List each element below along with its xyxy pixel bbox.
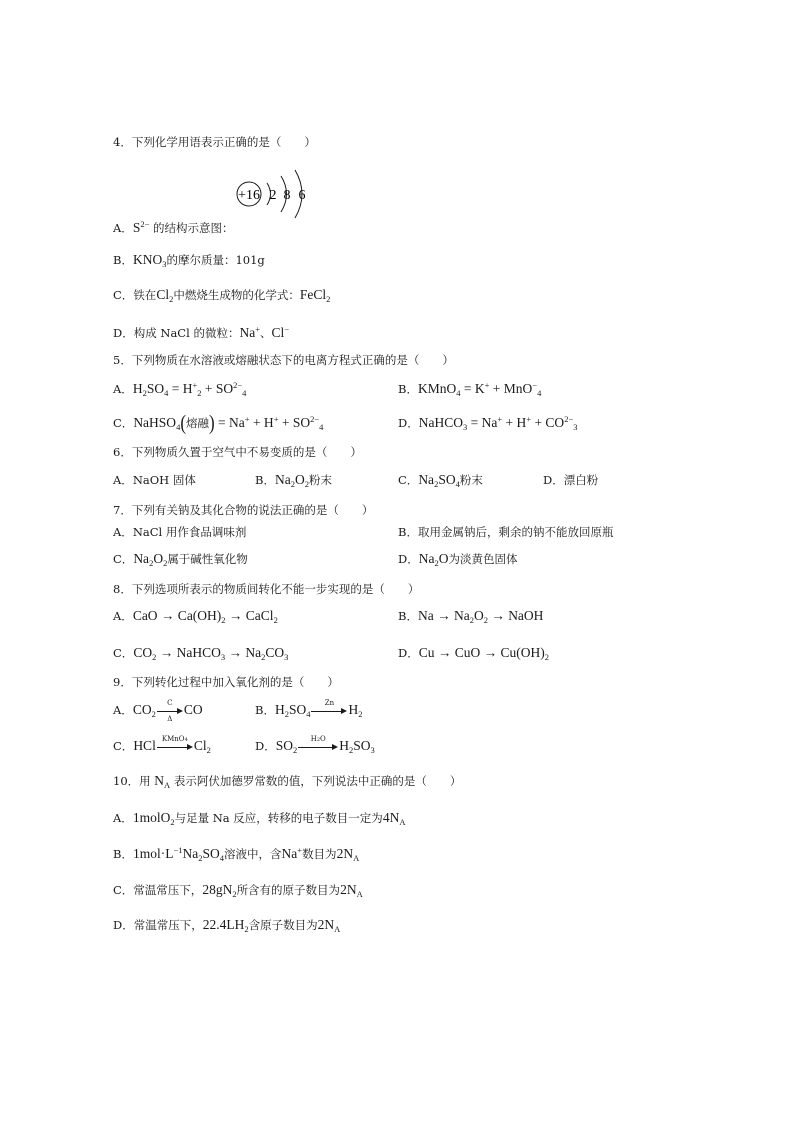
sulfide-ion-structure-diagram bbox=[234, 168, 314, 224]
q7-stem: 7．下列有关钠及其化合物的说法正确的是（ ） bbox=[113, 503, 374, 517]
q9-stem: 9．下列转化过程中加入氧化剂的是（ ） bbox=[113, 675, 339, 689]
q6-stem: 6．下列物质久置于空气中不易变质的是（ ） bbox=[113, 445, 362, 459]
q7-option-c: C．$Na_2O_2$属于碱性氧化物 bbox=[113, 551, 248, 568]
q5-stem: 5．下列物质在水溶液或熔融状态下的电离方程式正确的是（ ） bbox=[113, 353, 454, 367]
reaction-arrow: H2O bbox=[298, 743, 338, 751]
q8-option-d: D．Cu → CuO → $Cu(OH)_2$ bbox=[398, 645, 549, 662]
q6-option-c: C．$Na_2SO_4$粉末 bbox=[398, 472, 483, 489]
q4-option-c: C．铁在$Cl_2$中燃烧生成物的化学式：FeCl$_2$ bbox=[113, 287, 331, 304]
reaction-arrow: C Δ bbox=[157, 707, 183, 715]
q5-option-d: D．NaHCO$_3$ = $Na^+ + H^+ + CO^{2-}_3$ bbox=[398, 414, 578, 432]
shell-3-electrons: 6 bbox=[298, 188, 306, 203]
q6-option-a: A．NaOH 固体 bbox=[113, 473, 196, 487]
q6-option-b: B．$Na_2O_2$粉末 bbox=[255, 472, 332, 489]
q9-option-a: A．$CO_2$ C Δ CO bbox=[113, 699, 203, 723]
q5-option-a: A．$H_2SO_4 = H^+_2 + SO^{2-}_4$ bbox=[113, 380, 247, 398]
shell-2-electrons: 8 bbox=[283, 188, 291, 203]
q10-option-c: C．常温常压下，$28gN_2$所含有的原子数目为$2N_A$ bbox=[113, 882, 363, 899]
q8-option-a: A．CaO → $Ca(OH)_2$ → CaCl$_2$ bbox=[113, 608, 278, 625]
q8-stem: 8．下列选项所表示的物质间转化不能一步实现的是（ ） bbox=[113, 582, 420, 596]
q7-option-a: A．NaCl 用作食品调味剂 bbox=[113, 525, 247, 539]
q9-option-b: B．$H_2SO_4$ Zn $H_2$ bbox=[255, 699, 363, 719]
q10-option-b: B．$1mol\cdot L^{-1}Na_2SO_4$溶液中，含Na+数目为$2N_A$ bbox=[113, 845, 360, 863]
q4-stem: 4．下列化学用语表示正确的是（ ） bbox=[113, 135, 316, 149]
q5-option-b: B．KMnO$_4$ = K+ + MnO−$_4$ bbox=[398, 380, 542, 398]
q8-option-b: B．$Na \to Na_2O_2$ → NaOH bbox=[398, 608, 544, 625]
q8-option-c: C．$CO_2$ → NaHCO$_3$ → $Na_2CO_3$ bbox=[113, 645, 289, 662]
q10-option-a: A．1molO$_2$与足量 Na 反应，转移的电子数目一定为$4N_A$ bbox=[113, 810, 406, 827]
q4-option-d: D．构成 NaCl 的微粒：Na+、Cl− bbox=[113, 324, 290, 340]
q6-option-d: D．漂白粉 bbox=[543, 473, 599, 487]
nucleus-charge: +16 bbox=[238, 188, 260, 203]
q4-option-b: B．$KNO_3$的摩尔质量：101g bbox=[113, 252, 265, 269]
q9-option-c: C．HCl KMnO4 $Cl_2$ bbox=[113, 735, 211, 755]
shell-1-electrons: 2 bbox=[269, 188, 277, 203]
q7-option-b: B．取用金属钠后，剩余的钠不能放回原瓶 bbox=[398, 525, 614, 539]
q5-option-c: C．NaHSO$_4$(熔融) = $Na^+ + H^+ + SO^{2-}_4$ bbox=[113, 410, 324, 435]
reaction-arrow: KMnO4 bbox=[157, 743, 193, 751]
q10-option-d: D．常温常压下，$22.4LH_2$含原子数目为$2N_A$ bbox=[113, 917, 341, 934]
q9-option-d: D．$SO_2$ H2O $H_2SO_3$ bbox=[255, 735, 375, 755]
q10-stem: 10．用 $N_A$ 表示阿伏加德罗常数的值，下列说法中正确的是（ ） bbox=[113, 773, 462, 790]
q7-option-d: D．$Na_2O$为淡黄色固体 bbox=[398, 551, 518, 568]
reaction-arrow: Zn bbox=[311, 707, 347, 715]
q4-option-a: A．$S^{2-}$ 的结构示意图： bbox=[113, 219, 234, 235]
